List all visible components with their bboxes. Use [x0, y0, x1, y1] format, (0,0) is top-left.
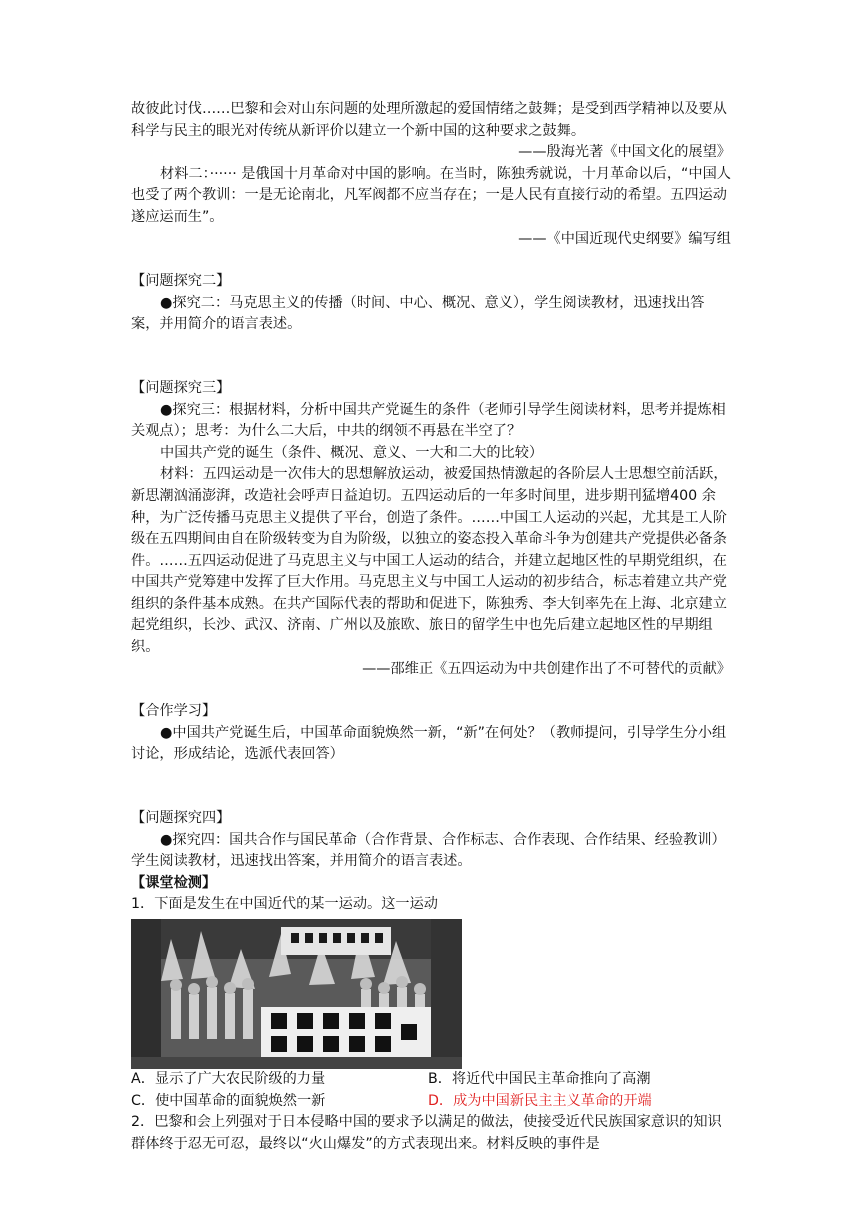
section-header-check: 【课堂检测】 [131, 874, 217, 891]
q2-body: ●探究二：马克思主义的传播（时间、中心、概况、意义），学生阅读教材，迅速找出答案，并用简介的语言表述。 [131, 294, 705, 333]
question-2: 2．巴黎和会上列强对于日本侵略中国的要求予以满足的做法，使接受近代民族国家意识的知识群体终于忍无可忍，最终以“火山爆发”的方式表现出来。材料反映的事件是 [131, 1114, 722, 1152]
source-citation-2: ——《中国近现代史纲要》编写组 [518, 230, 731, 247]
option-b: B．将近代中国民主革命推向了高潮 [428, 1071, 651, 1087]
coop-body: ●中国共产党诞生后，中国革命面貌焕然一新，“新”在何处？（教师提问，引导学生分小组讨论，形成结论，选派代表回答） [131, 724, 727, 763]
option-a: A．显示了广大农民阶级的力量 [131, 1071, 326, 1087]
option-d-answer: D．成为中国新民主主义革命的开端 [428, 1092, 652, 1109]
q3-subtitle: 中国共产党的诞生（条件、概况、意义、一大和二大的比较） [160, 444, 544, 461]
historical-photo [131, 919, 462, 1069]
section-header-q4: 【问题探究四】 [131, 810, 231, 827]
material1-tail: 故彼此讨伐……巴黎和会对山东问题的处理所激起的爱国情绪之鼓舞；是受到西学精神以及要从科学与民主的眼光对传统从新评价以建立一个新中国的这种要求之鼓舞。 [131, 101, 727, 139]
q4-body: ●探究四：国共合作与国民革命（合作背景、合作标志、合作表现、合作结果、经验教训）学生阅读教材，迅速找出答案，并用简介的语言表述。 [131, 831, 726, 870]
section-header-q2: 【问题探究二】 [131, 273, 231, 290]
source-citation-3: ——邵维正《五四运动为中共创建作出了不可替代的贡献》 [362, 660, 731, 677]
q3-material: 材料：五四运动是一次伟大的思想解放运动，被爱国热情激起的各阶层人士思想空前活跃，新思潮汹涌澎湃，改造社会呼声日益迫切。五四运动后的一年多时间里，进步期刊猛增400 余种，为广泛传播马克思主义提供了平台，创造了条件。……中国工人运动的兴起，尤其是工人阶级在五四期间由自在阶级转变为自为阶级，以独立的姿态投入革命斗争为创建共产党提供必备条件。……五四运动促进了马克思主义与中国工人运动的结合，并建立起地区性的早期党组织，在中国共产党筹建中发挥了巨大作用。马克思主义与中国工人运动的初步结合，标志着建立共产党组织的条件基本成熟。在共产国际代表的帮助和促进下，陈独秀、李大钊率先在上海、北京建立起党组织，长沙、武汉、济南、广州以及旅欧、旅日的留学生中也先后建立起地区性的早期组织。 [131, 466, 728, 656]
document-body [131, 99, 731, 1155]
source-citation-1: ——殷海光著《中国文化的展望》 [518, 144, 731, 161]
question-1-options [131, 1069, 731, 1112]
question-1: 1．下面是发生在中国近代的某一运动。这一运动 [131, 896, 438, 913]
option-c: C．使中国革命的面貌焕然一新 [131, 1092, 326, 1109]
section-header-q3: 【问题探究三】 [131, 379, 231, 396]
section-header-coop: 【合作学习】 [131, 703, 217, 720]
q3-body: ●探究三：根据材料，分析中国共产党诞生的条件（老师引导学生阅读材料，思考并提炼相关观点）；思考：为什么二大后，中共的纲领不再悬在半空了？ [131, 401, 726, 440]
material2: 材料二：······ 是俄国十月革命对中国的影响。在当时，陈独秀就说，十月革命以后，“中国人也受了两个教训：一是无论南北，凡军阀都不应当存在；一是人民有直接行动的希望。五四运动遂应运而生”。 [131, 165, 731, 225]
